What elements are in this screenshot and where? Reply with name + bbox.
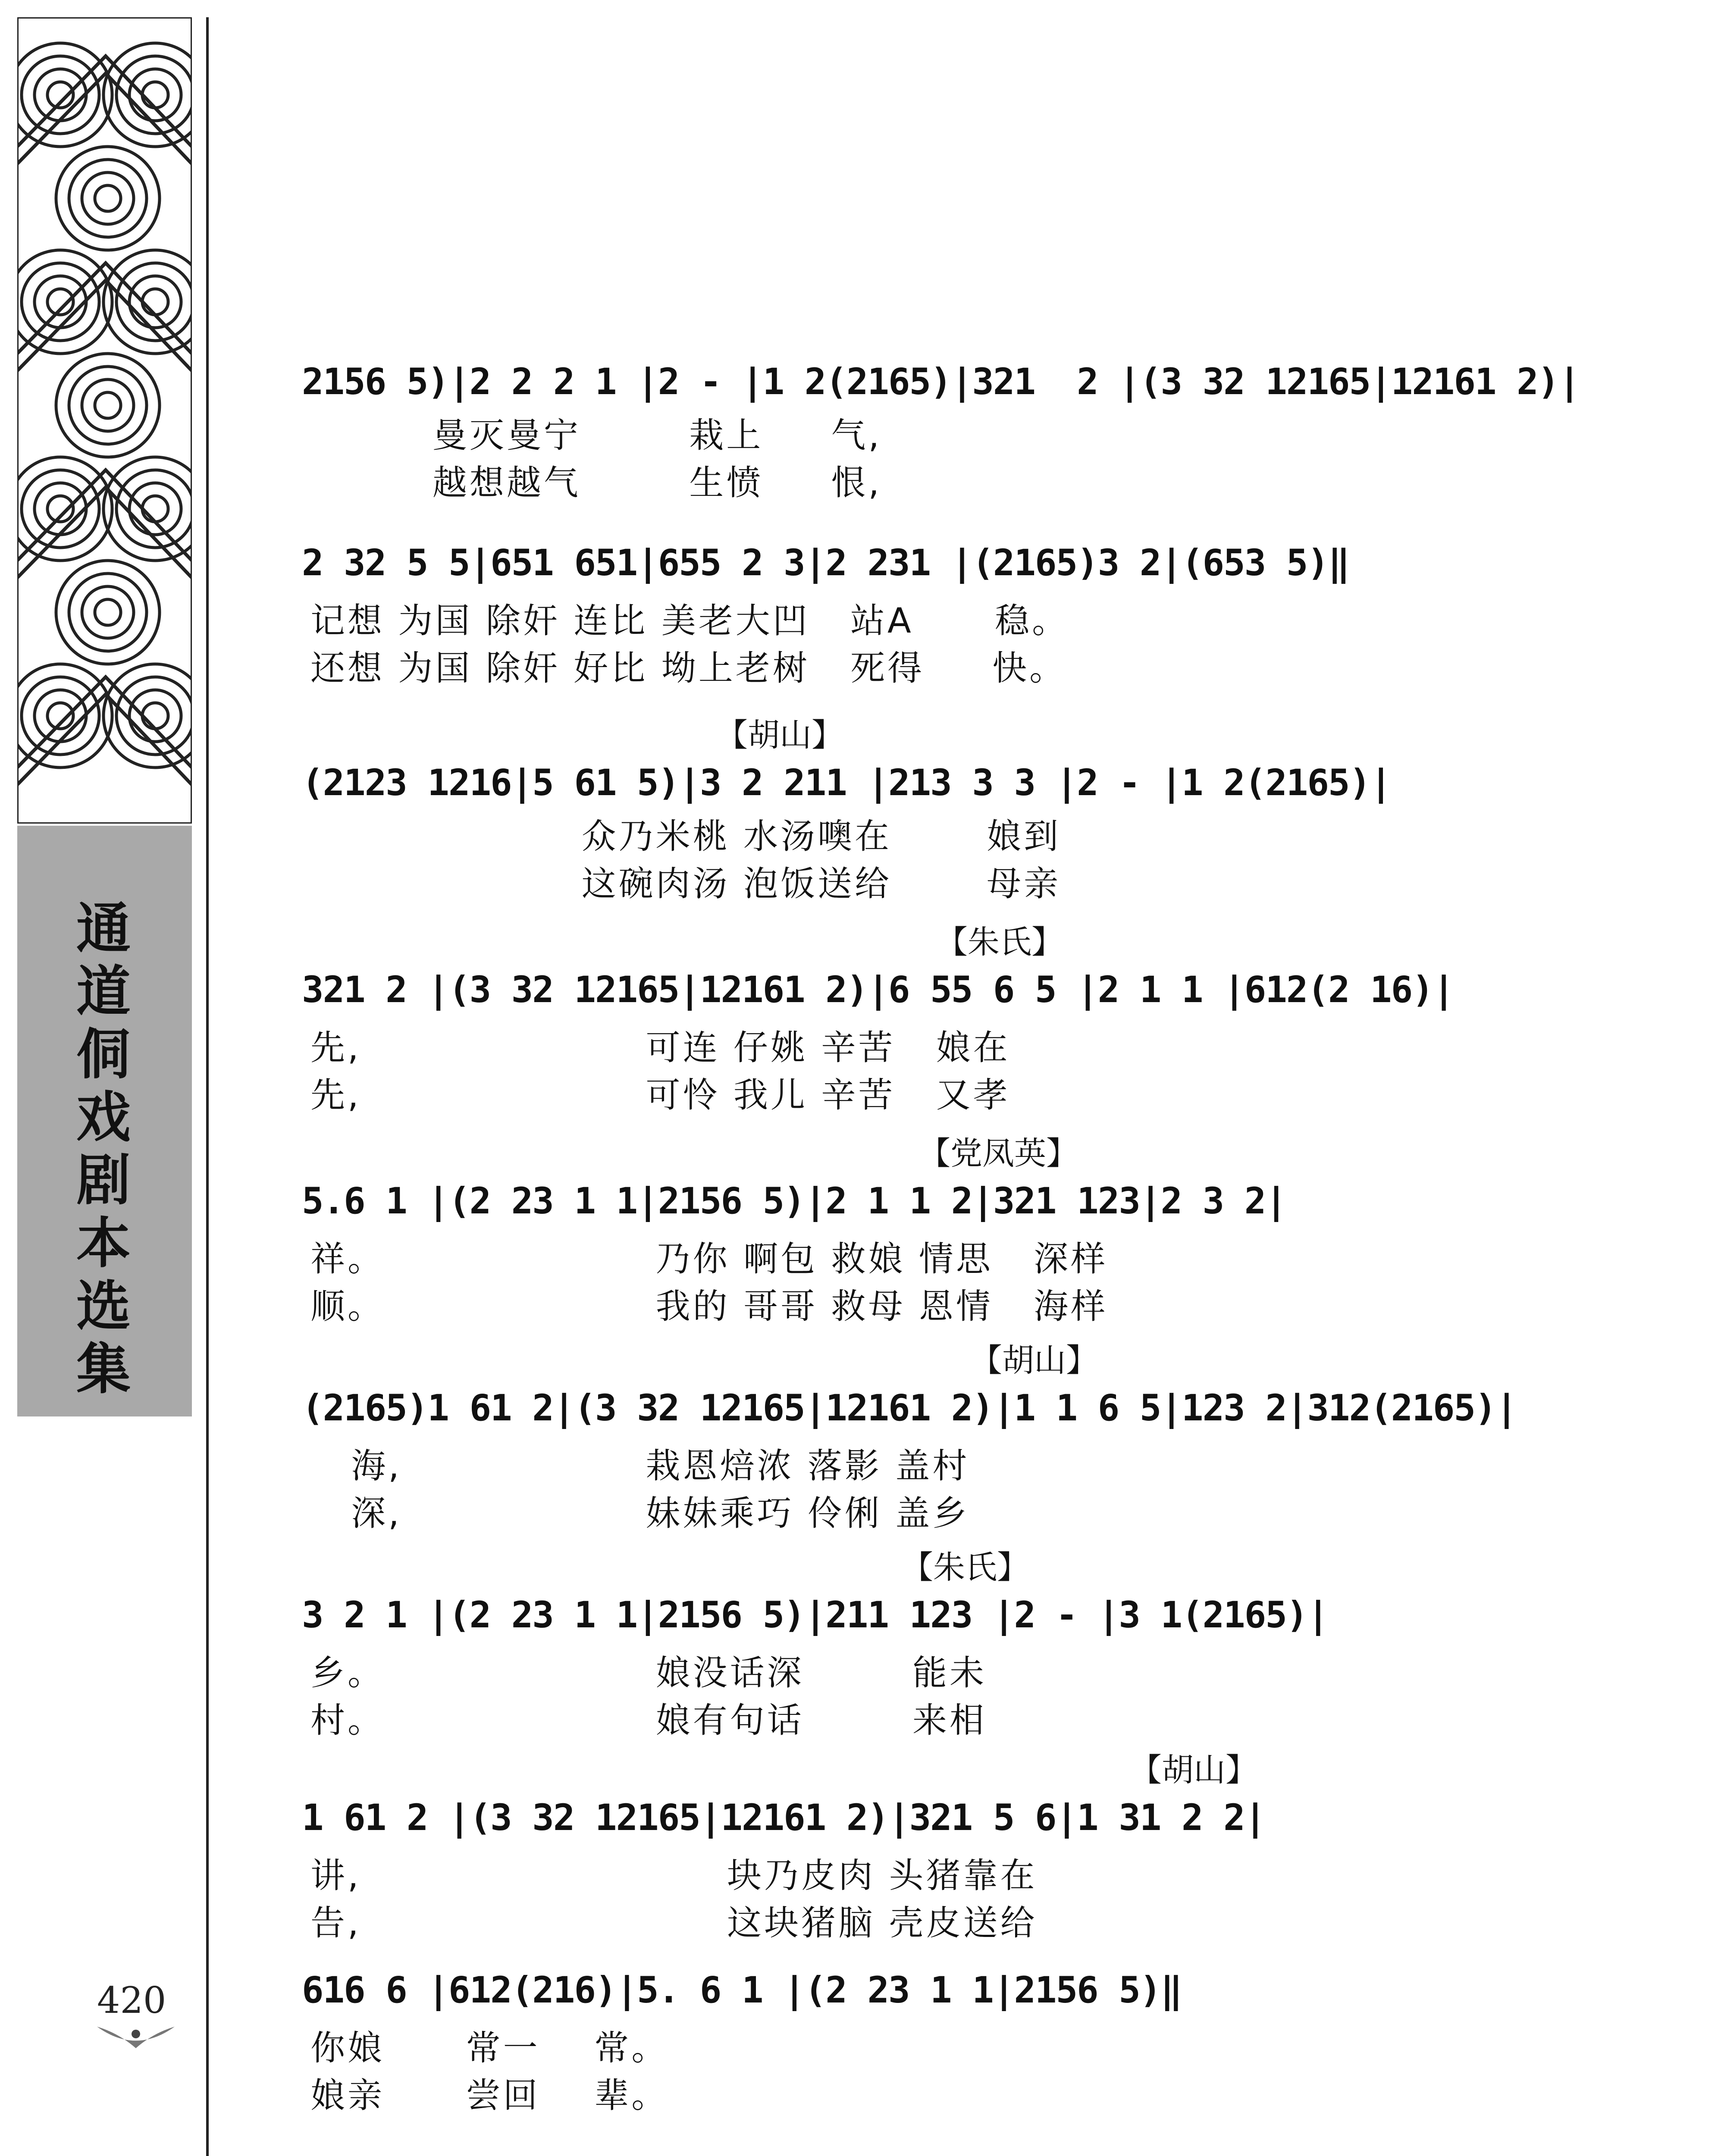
role-label: 【胡山】 [970,1342,1098,1379]
margin-rule [206,17,209,2156]
lyric-line: 告, 这块猪脑 壳皮送给 [310,1903,1038,1943]
notation-line: (2123 1216|5 61 5)|3 2 211 |213 3 3 |2 - |1 2(2165)| [302,761,1391,804]
lyric-line: 娘亲 尝回 辈。 [310,2075,669,2115]
lyric-line: 祥。 乃你 啊包 救娘 情思 深样 [310,1239,1108,1279]
role-label: 【朱氏】 [936,924,1063,961]
role-label: 【胡山】 [716,717,843,754]
lyric-line: 众乃米桃 水汤噢在 娘到 [310,816,1061,856]
lyric-line: 这碗肉汤 泡饭送给 母亲 [310,864,1061,904]
music-system-6 [302,1384,1561,1432]
lyric-line: 曼灭曼宁 栽上 气, [310,415,882,455]
lyric-line: 记想 为国 除奸 连比 美老大凹 站A 稳。 [310,601,1069,641]
lyric-line: 深, 妹妹乘巧 伶俐 盖乡 [310,1493,970,1533]
notation-line: 1 61 2 |(3 32 12165|12161 2)|321 5 6|1 31 2 2| [302,1796,1266,1839]
music-system-5 [302,1177,1561,1225]
role-label: 【党凤英】 [918,1135,1078,1172]
music-system-7 [302,1591,1561,1639]
lyric-line: 村。 娘有句话 来相 [310,1700,987,1740]
lyric-line: 先, 可怜 我儿 辛苦 又孝 [310,1075,1010,1115]
notation-line: (2165)1 61 2|(3 32 12165|12161 2)|1 1 6 5|123 2|312(2165)| [302,1387,1517,1429]
role-label: 【胡山】 [1130,1752,1257,1789]
lyric-line: 讲, 块乃皮肉 头猪靠在 [310,1855,1038,1896]
music-system-3 [302,759,1561,806]
lyric-line: 顺。 我的 哥哥 救母 恩情 海样 [310,1286,1108,1326]
ornament-icon [97,2024,175,2052]
music-system-4 [302,966,1561,1013]
music-system-1 [302,358,1580,405]
lyric-line: 海, 栽恩焙浓 落影 盖村 [310,1446,970,1486]
page-number: 420 [97,1979,166,2021]
notation-line: 2 32 5 5|651 651|655 2 3|2 231 |(2165)3 2|(653 5)‖ [302,542,1349,584]
lyric-line: 还想 为国 除奸 好比 坳上老树 死得 快。 [310,648,1067,688]
decorative-border [17,17,192,824]
book-title: 通道侗戏剧本选集 [76,896,131,1401]
lyric-line: 越想越气 生愤 恨, [310,463,882,503]
music-system-8 [302,1794,1561,1841]
lyric-line: 你娘 常一 常。 [310,2028,669,2068]
lyric-line: 先, 可连 仔姚 辛苦 娘在 [310,1028,1010,1068]
notation-line: 2156 5)|2 2 2 1 |2 - |1 2(2165)|321 2 |(3 32 12165|12161 2)| [302,360,1580,403]
notation-line: 5.6 1 |(2 23 1 1|2156 5)|2 1 1 2|321 123|2 3 2| [302,1180,1286,1222]
notation-line: 321 2 |(3 32 12165|12161 2)|6 55 6 5 |2 1 1 |612(2 16)| [302,968,1454,1011]
music-system-2 [302,539,1561,586]
music-system-9 [302,1966,1561,2014]
lyric-line: 乡。 娘没话深 能未 [310,1653,987,1693]
notation-line: 3 2 1 |(2 23 1 1|2156 5)|211 123 |2 - |3 1(2165)| [302,1594,1329,1636]
role-label: 【朱氏】 [901,1549,1029,1586]
notation-line: 616 6 |612(216)|5. 6 1 |(2 23 1 1|2156 5)‖ [302,1969,1182,2011]
